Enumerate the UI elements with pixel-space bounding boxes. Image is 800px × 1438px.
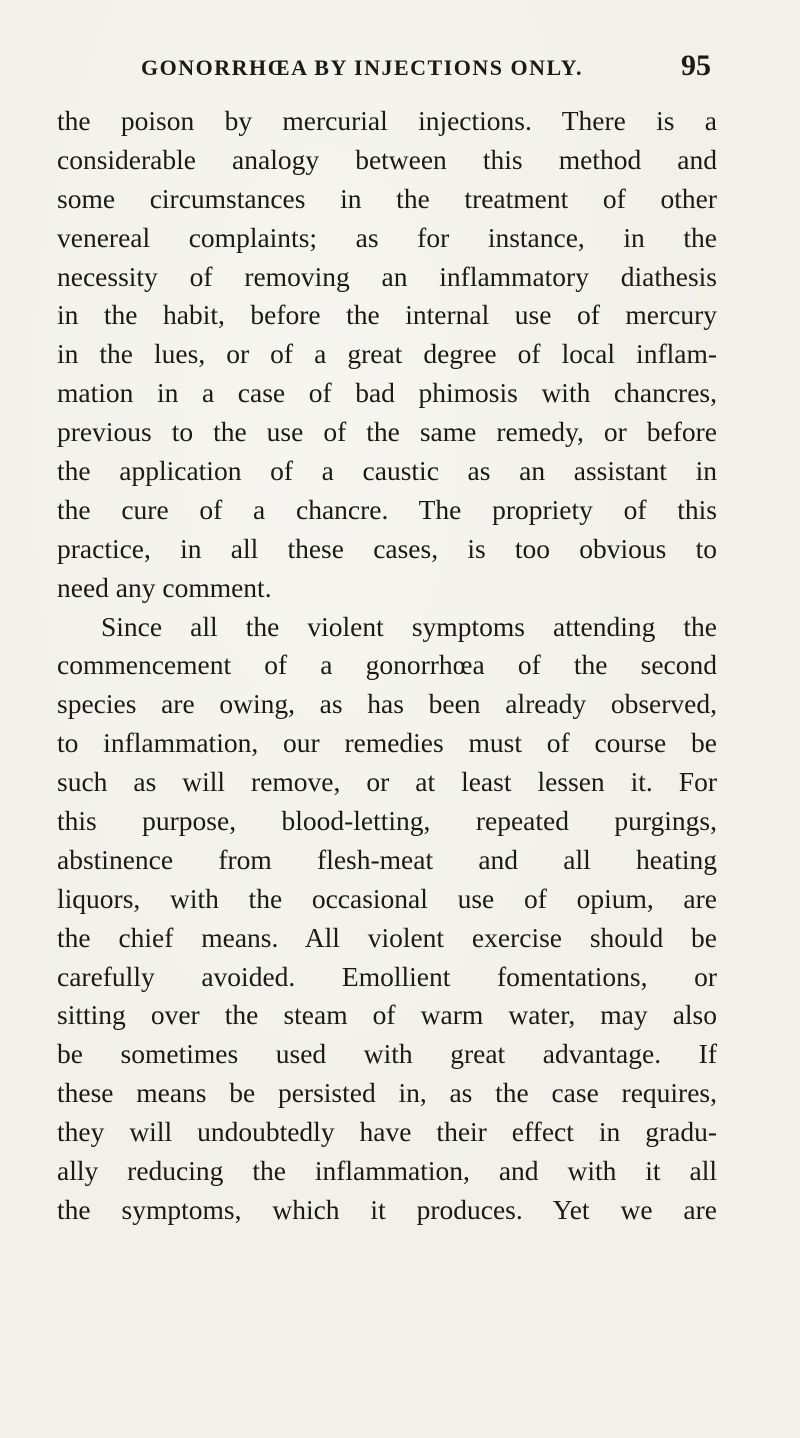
text-line: such as will remove, or at least lessen it. For (57, 766, 717, 798)
paragraph-start-line: Since all the violent symptoms attending the (101, 610, 717, 642)
text-line: in the habit, before the internal use of mercury (57, 299, 717, 331)
page-number: 95 (681, 49, 711, 82)
text-line: some circumstances in the treatment of other (57, 182, 717, 214)
text-line: practice, in all these cases, is too obvious to (57, 532, 717, 564)
running-head-title: GONORRHŒA BY INJECTIONS ONLY. (141, 55, 584, 80)
text-line: sitting over the steam of warm water, may also (57, 999, 717, 1031)
text-line: be sometimes used with great advantage. If (57, 1038, 717, 1070)
text-line: this purpose, blood-letting, repeated purgings, (57, 805, 717, 837)
text-line: the symptoms, which it produces. Yet we are (57, 1193, 717, 1225)
text-line: the chief means. All violent exercise should be (57, 921, 717, 953)
text-line: the cure of a chancre. The propriety of this (57, 493, 717, 525)
text-line: the application of a caustic as an assistant in (57, 455, 717, 487)
text-line: ally reducing the inflammation, and with it all (57, 1155, 717, 1187)
text-line: previous to the use of the same remedy, or before (57, 416, 717, 448)
text-line: mation in a case of bad phimosis with chancres, (57, 377, 717, 409)
text-line: venereal complaints; as for instance, in the (57, 221, 717, 253)
text-line: carefully avoided. Emollient fomentations, or (57, 960, 717, 992)
text-line: necessity of removing an inflammatory diathesis (57, 260, 717, 292)
text-line: commencement of a gonorrhœa of the second (57, 649, 717, 681)
text-line: to inflammation, our remedies must of course be (57, 727, 717, 759)
text-line: they will undoubtedly have their effect in gradu- (57, 1116, 717, 1148)
text-line: abstinence from flesh-meat and all heating (57, 843, 717, 875)
body-text (57, 102, 717, 1230)
text-line: these means be persisted in, as the case requires, (57, 1077, 717, 1109)
text-line: considerable analogy between this method and (57, 143, 717, 175)
text-line: in the lues, or of a great degree of local inflam- (57, 338, 717, 370)
text-line: liquors, with the occasional use of opium, are (57, 882, 717, 914)
paragraph-end-line: need any comment. (57, 571, 272, 603)
text-line: species are owing, as has been already observed, (57, 688, 717, 720)
text-line: the poison by mercurial injections. There is a (57, 105, 717, 136)
